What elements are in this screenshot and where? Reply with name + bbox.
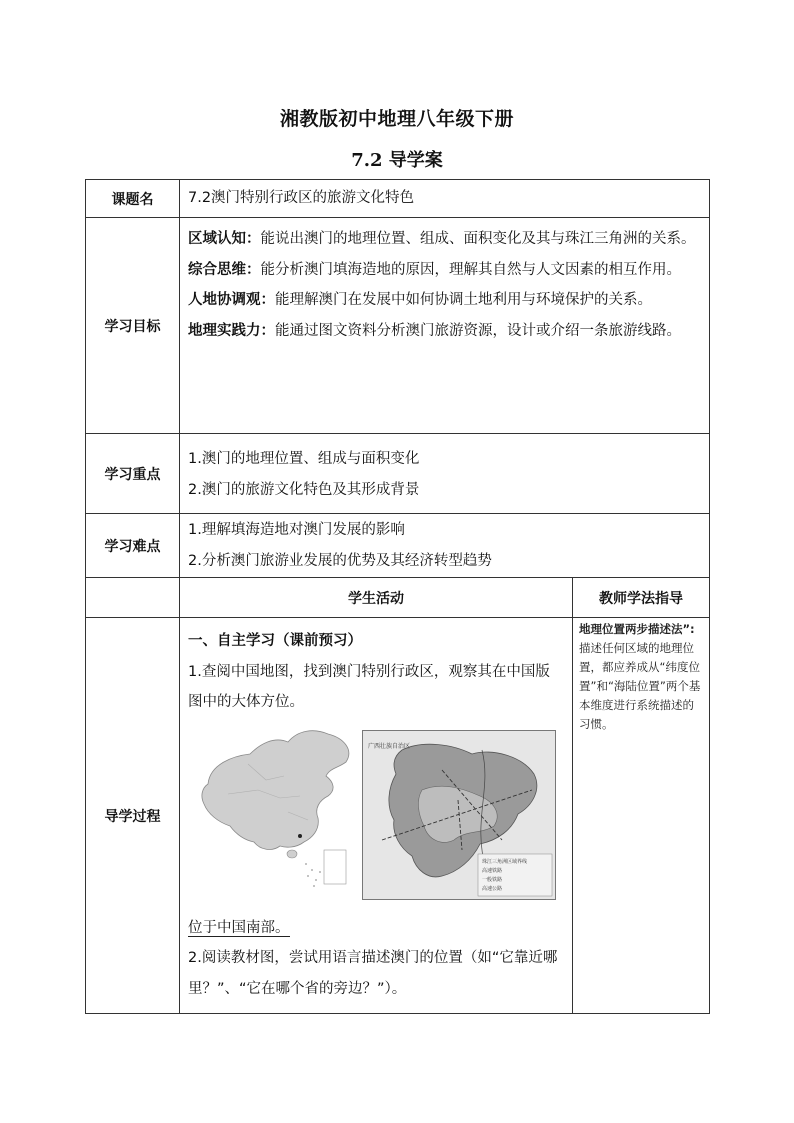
goal-text: 能理解澳门在发展中如何协调土地利用与环境保护的关系。: [275, 292, 652, 308]
question-2: 2.阅读教材图，尝试用语言描述澳门的位置（如“它靠近哪里？”、“它在哪个省的旁边？”）。: [188, 950, 558, 997]
goal-head: 地理实践力：: [188, 322, 275, 339]
goal-item: [188, 316, 701, 347]
map-legend-item: 高速铁路: [482, 867, 503, 874]
goal-head: 综合思维：: [188, 261, 261, 278]
key-item: 2.澳门的旅游文化特色及其形成背景: [188, 481, 420, 498]
empty-header-cell: [86, 578, 180, 618]
difficult-row: [86, 514, 710, 578]
map-region-label: 广西壮族自治区: [368, 742, 411, 750]
goals-content: [180, 218, 710, 434]
goal-head: 区域认知：: [188, 231, 261, 247]
key-label: 学习重点: [86, 434, 180, 514]
teacher-tip: [573, 618, 710, 1014]
topic-value: 7.2澳门特别行政区的旅游文化特色: [180, 180, 710, 218]
student-activity-header: 学生活动: [180, 578, 573, 618]
process-label: 导学过程: [86, 618, 180, 1014]
goal-item: [188, 285, 701, 316]
pearl-river-delta-map-image: [362, 730, 556, 900]
map-figure: [188, 724, 564, 909]
section-heading: 一、自主学习（课前预习）: [188, 633, 362, 649]
map-legend-item: 高速公路: [482, 885, 503, 892]
topic-row: [86, 180, 710, 218]
map-legend-item: 一般铁路: [482, 876, 503, 883]
key-row: [86, 434, 710, 514]
tip-text: 描述任何区域的地理位置，都应养成从“纬度位置”和“海陆位置”两个基本维度进行系统描述的习惯。: [579, 641, 701, 731]
goal-text: 能分析澳门填海造地的原因，理解其自然与人文因素的相互作用。: [260, 261, 681, 278]
activity-header-row: [86, 578, 710, 618]
goal-text: 能通过图文资料分析澳门旅游资源，设计或介绍一条旅游线路。: [275, 322, 681, 339]
process-content: [180, 618, 573, 1014]
guide-table: [85, 179, 710, 1014]
tip-heading: 地理位置两步描述法”:: [579, 622, 695, 636]
answer-1: 位于中国南部。: [188, 919, 290, 936]
goals-row: [86, 218, 710, 434]
goals-label: 学习目标: [86, 218, 180, 434]
document-subtitle: 7.2 导学案: [351, 150, 443, 171]
goal-item: [188, 224, 701, 255]
goal-item: [188, 255, 701, 286]
goal-head: 人地协调观：: [188, 292, 275, 308]
process-row: [86, 618, 710, 1014]
topic-label: 课题名: [86, 180, 180, 218]
question-1: 1.查阅中国地图，找到澳门特别行政区，观察其在中国版图中的大体方位。: [188, 663, 550, 710]
difficult-content: [180, 514, 710, 578]
map-legend-item: 珠江三角洲区域界线: [482, 858, 528, 865]
key-item: 1.澳门的地理位置、组成与面积变化: [188, 451, 420, 467]
china-map-image: [188, 724, 358, 894]
difficult-item: 2.分析澳门旅游业发展的优势及其经济转型趋势: [188, 552, 492, 569]
goal-text: 能说出澳门的地理位置、组成、面积变化及其与珠江三角洲的关系。: [260, 231, 696, 247]
teacher-guide-header: 教师学法指导: [573, 578, 710, 618]
difficult-label: 学习难点: [86, 514, 180, 578]
difficult-item: 1.理解填海造地对澳门发展的影响: [188, 522, 405, 538]
key-content: [180, 434, 710, 514]
document-title: 湘教版初中地理八年级下册: [279, 108, 514, 130]
